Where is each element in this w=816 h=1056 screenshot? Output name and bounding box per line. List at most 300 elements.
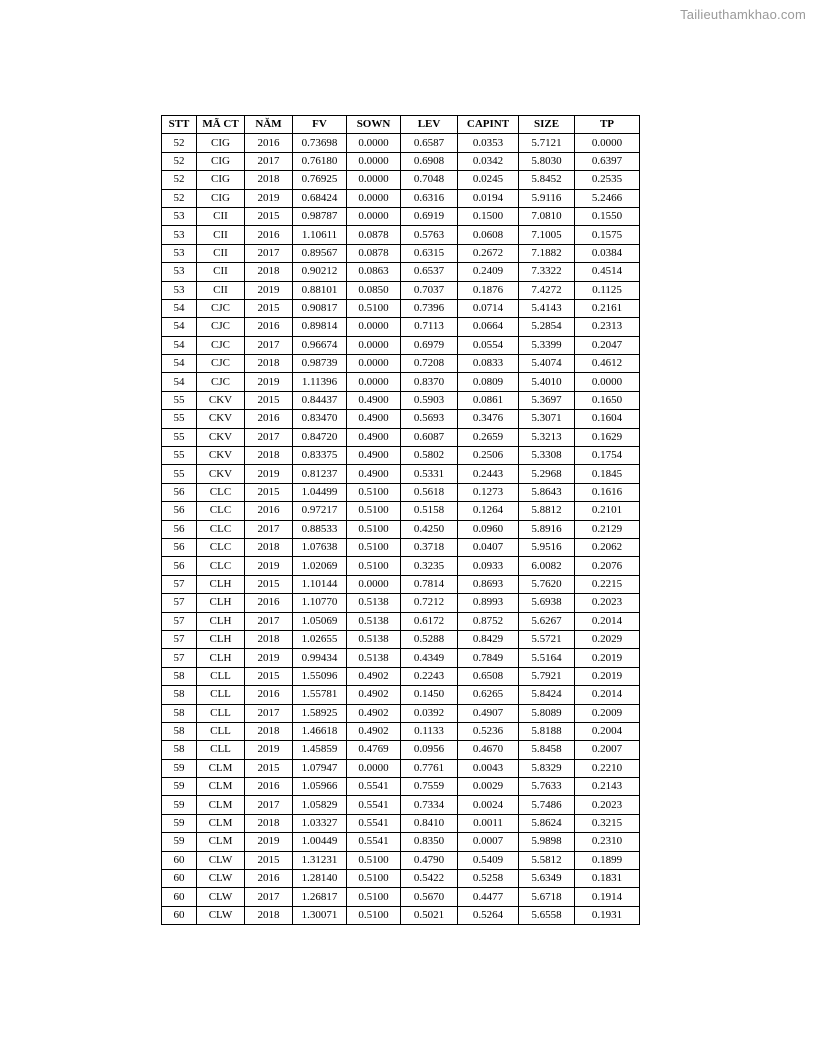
cell-sown: 0.5100 <box>347 870 401 888</box>
cell-size: 5.2854 <box>519 318 575 336</box>
cell-stt: 60 <box>162 906 197 924</box>
cell-ma-ct: CLC <box>197 557 245 575</box>
cell-capint: 0.5409 <box>458 851 519 869</box>
cell-capint: 0.0933 <box>458 557 519 575</box>
cell-capint: 0.0664 <box>458 318 519 336</box>
cell-lev: 0.2243 <box>401 667 458 685</box>
cell-ma-ct: CII <box>197 281 245 299</box>
cell-capint: 0.0714 <box>458 299 519 317</box>
header-tp: TP <box>575 116 640 134</box>
cell-sown: 0.4900 <box>347 465 401 483</box>
cell-ma-ct: CLM <box>197 778 245 796</box>
cell-ma-ct: CLM <box>197 796 245 814</box>
cell-stt: 54 <box>162 336 197 354</box>
cell-nam: 2018 <box>245 355 293 373</box>
watermark: Tailieuthamkhao.com <box>680 7 806 22</box>
table-row <box>162 428 640 446</box>
cell-tp: 0.1831 <box>575 870 640 888</box>
cell-lev: 0.5670 <box>401 888 458 906</box>
cell-sown: 0.4900 <box>347 447 401 465</box>
cell-tp: 0.2019 <box>575 667 640 685</box>
cell-tp: 0.2129 <box>575 520 640 538</box>
cell-ma-ct: CLW <box>197 888 245 906</box>
cell-ma-ct: CIG <box>197 134 245 152</box>
cell-sown: 0.4902 <box>347 667 401 685</box>
cell-sown: 0.0878 <box>347 226 401 244</box>
cell-tp: 0.2007 <box>575 741 640 759</box>
cell-tp: 0.1604 <box>575 410 640 428</box>
cell-fv: 1.45859 <box>293 741 347 759</box>
cell-lev: 0.4250 <box>401 520 458 538</box>
cell-ma-ct: CLC <box>197 520 245 538</box>
cell-capint: 0.1264 <box>458 502 519 520</box>
cell-ma-ct: CKV <box>197 447 245 465</box>
cell-capint: 0.0809 <box>458 373 519 391</box>
cell-size: 5.8458 <box>519 741 575 759</box>
cell-ma-ct: CLL <box>197 741 245 759</box>
cell-stt: 54 <box>162 299 197 317</box>
table-row <box>162 759 640 777</box>
cell-stt: 52 <box>162 152 197 170</box>
cell-nam: 2015 <box>245 667 293 685</box>
cell-stt: 55 <box>162 428 197 446</box>
cell-stt: 57 <box>162 612 197 630</box>
cell-stt: 57 <box>162 594 197 612</box>
table-row <box>162 870 640 888</box>
cell-nam: 2016 <box>245 870 293 888</box>
cell-fv: 0.89567 <box>293 244 347 262</box>
cell-capint: 0.8752 <box>458 612 519 630</box>
table-row <box>162 630 640 648</box>
cell-nam: 2018 <box>245 722 293 740</box>
cell-nam: 2017 <box>245 704 293 722</box>
cell-nam: 2017 <box>245 520 293 538</box>
cell-sown: 0.0000 <box>347 575 401 593</box>
cell-stt: 53 <box>162 281 197 299</box>
cell-sown: 0.0878 <box>347 244 401 262</box>
cell-nam: 2019 <box>245 741 293 759</box>
cell-ma-ct: CLM <box>197 814 245 832</box>
header-sown: SOWN <box>347 116 401 134</box>
cell-lev: 0.6979 <box>401 336 458 354</box>
cell-nam: 2019 <box>245 465 293 483</box>
cell-size: 5.8916 <box>519 520 575 538</box>
cell-sown: 0.0000 <box>347 373 401 391</box>
cell-tp: 0.4612 <box>575 355 640 373</box>
cell-tp: 0.1616 <box>575 483 640 501</box>
cell-nam: 2018 <box>245 630 293 648</box>
cell-lev: 0.4790 <box>401 851 458 869</box>
cell-ma-ct: CLW <box>197 906 245 924</box>
cell-capint: 0.4907 <box>458 704 519 722</box>
cell-sown: 0.5541 <box>347 796 401 814</box>
table-row <box>162 888 640 906</box>
table-row <box>162 557 640 575</box>
cell-size: 5.8030 <box>519 152 575 170</box>
cell-fv: 1.05069 <box>293 612 347 630</box>
cell-stt: 59 <box>162 778 197 796</box>
cell-tp: 0.2023 <box>575 594 640 612</box>
cell-size: 5.8452 <box>519 171 575 189</box>
cell-lev: 0.5331 <box>401 465 458 483</box>
table-row <box>162 483 640 501</box>
cell-lev: 0.6087 <box>401 428 458 446</box>
cell-ma-ct: CLH <box>197 612 245 630</box>
cell-tp: 0.2062 <box>575 538 640 556</box>
cell-tp: 0.2047 <box>575 336 640 354</box>
cell-tp: 0.1754 <box>575 447 640 465</box>
table-row <box>162 520 640 538</box>
cell-nam: 2016 <box>245 778 293 796</box>
cell-capint: 0.0024 <box>458 796 519 814</box>
cell-sown: 0.0000 <box>347 171 401 189</box>
cell-fv: 0.90817 <box>293 299 347 317</box>
cell-tp: 0.2101 <box>575 502 640 520</box>
cell-stt: 54 <box>162 318 197 336</box>
cell-ma-ct: CLL <box>197 686 245 704</box>
cell-nam: 2019 <box>245 833 293 851</box>
cell-fv: 0.73698 <box>293 134 347 152</box>
cell-size: 7.3322 <box>519 263 575 281</box>
cell-sown: 0.5541 <box>347 814 401 832</box>
table-row <box>162 851 640 869</box>
cell-capint: 0.6508 <box>458 667 519 685</box>
cell-nam: 2015 <box>245 299 293 317</box>
header-capint: CAPINT <box>458 116 519 134</box>
cell-stt: 56 <box>162 502 197 520</box>
cell-lev: 0.7212 <box>401 594 458 612</box>
table-row <box>162 741 640 759</box>
table-row <box>162 667 640 685</box>
cell-size: 5.5721 <box>519 630 575 648</box>
cell-tp: 0.2019 <box>575 649 640 667</box>
table-row <box>162 336 640 354</box>
table-row <box>162 410 640 428</box>
cell-capint: 0.0353 <box>458 134 519 152</box>
cell-tp: 0.3215 <box>575 814 640 832</box>
cell-ma-ct: CJC <box>197 336 245 354</box>
cell-lev: 0.6316 <box>401 189 458 207</box>
cell-sown: 0.4902 <box>347 704 401 722</box>
cell-nam: 2015 <box>245 483 293 501</box>
cell-nam: 2016 <box>245 134 293 152</box>
table-row <box>162 171 640 189</box>
cell-stt: 59 <box>162 759 197 777</box>
cell-lev: 0.6537 <box>401 263 458 281</box>
cell-sown: 0.5100 <box>347 851 401 869</box>
table-row <box>162 207 640 225</box>
cell-nam: 2018 <box>245 538 293 556</box>
cell-size: 5.4143 <box>519 299 575 317</box>
table-row <box>162 189 640 207</box>
cell-lev: 0.5693 <box>401 410 458 428</box>
cell-lev: 0.7037 <box>401 281 458 299</box>
cell-tp: 0.4514 <box>575 263 640 281</box>
cell-sown: 0.0000 <box>347 152 401 170</box>
cell-capint: 0.1876 <box>458 281 519 299</box>
cell-nam: 2017 <box>245 336 293 354</box>
cell-capint: 0.7849 <box>458 649 519 667</box>
cell-stt: 56 <box>162 483 197 501</box>
table-row <box>162 649 640 667</box>
cell-lev: 0.5021 <box>401 906 458 924</box>
cell-tp: 0.0000 <box>575 373 640 391</box>
cell-tp: 0.1125 <box>575 281 640 299</box>
cell-capint: 0.0554 <box>458 336 519 354</box>
cell-capint: 0.8993 <box>458 594 519 612</box>
table-row <box>162 594 640 612</box>
cell-ma-ct: CLH <box>197 575 245 593</box>
cell-nam: 2016 <box>245 502 293 520</box>
cell-stt: 57 <box>162 630 197 648</box>
cell-stt: 60 <box>162 870 197 888</box>
cell-nam: 2019 <box>245 189 293 207</box>
cell-capint: 0.2672 <box>458 244 519 262</box>
cell-tp: 0.1914 <box>575 888 640 906</box>
cell-stt: 55 <box>162 465 197 483</box>
cell-ma-ct: CLL <box>197 722 245 740</box>
cell-ma-ct: CII <box>197 263 245 281</box>
cell-ma-ct: CIG <box>197 171 245 189</box>
cell-nam: 2018 <box>245 447 293 465</box>
cell-lev: 0.6908 <box>401 152 458 170</box>
cell-ma-ct: CII <box>197 244 245 262</box>
cell-sown: 0.5100 <box>347 557 401 575</box>
cell-sown: 0.0000 <box>347 355 401 373</box>
cell-stt: 59 <box>162 814 197 832</box>
cell-stt: 58 <box>162 741 197 759</box>
cell-sown: 0.0000 <box>347 759 401 777</box>
cell-fv: 1.04499 <box>293 483 347 501</box>
cell-fv: 1.30071 <box>293 906 347 924</box>
cell-size: 5.9116 <box>519 189 575 207</box>
cell-ma-ct: CJC <box>197 373 245 391</box>
cell-size: 5.8624 <box>519 814 575 832</box>
cell-size: 5.4010 <box>519 373 575 391</box>
table-row <box>162 814 640 832</box>
cell-ma-ct: CLL <box>197 704 245 722</box>
cell-ma-ct: CLC <box>197 483 245 501</box>
cell-nam: 2019 <box>245 373 293 391</box>
cell-capint: 0.0043 <box>458 759 519 777</box>
cell-ma-ct: CJC <box>197 299 245 317</box>
cell-lev: 0.5763 <box>401 226 458 244</box>
cell-ma-ct: CLW <box>197 851 245 869</box>
cell-lev: 0.1133 <box>401 722 458 740</box>
cell-size: 7.0810 <box>519 207 575 225</box>
cell-size: 5.5812 <box>519 851 575 869</box>
cell-lev: 0.7761 <box>401 759 458 777</box>
cell-capint: 0.8429 <box>458 630 519 648</box>
cell-nam: 2017 <box>245 612 293 630</box>
cell-fv: 1.02655 <box>293 630 347 648</box>
cell-lev: 0.7396 <box>401 299 458 317</box>
cell-nam: 2018 <box>245 814 293 832</box>
cell-size: 5.8812 <box>519 502 575 520</box>
cell-capint: 0.0194 <box>458 189 519 207</box>
cell-capint: 0.1273 <box>458 483 519 501</box>
cell-tp: 0.2215 <box>575 575 640 593</box>
cell-tp: 5.2466 <box>575 189 640 207</box>
cell-stt: 53 <box>162 207 197 225</box>
cell-sown: 0.0000 <box>347 207 401 225</box>
cell-stt: 54 <box>162 355 197 373</box>
cell-lev: 0.5422 <box>401 870 458 888</box>
cell-tp: 0.2210 <box>575 759 640 777</box>
cell-ma-ct: CLM <box>197 759 245 777</box>
cell-tp: 0.2535 <box>575 171 640 189</box>
cell-lev: 0.6587 <box>401 134 458 152</box>
cell-sown: 0.0000 <box>347 134 401 152</box>
cell-capint: 0.0833 <box>458 355 519 373</box>
cell-stt: 57 <box>162 575 197 593</box>
cell-fv: 1.10611 <box>293 226 347 244</box>
cell-size: 7.1882 <box>519 244 575 262</box>
cell-sown: 0.5541 <box>347 778 401 796</box>
cell-fv: 0.97217 <box>293 502 347 520</box>
cell-tp: 0.2023 <box>575 796 640 814</box>
cell-fv: 1.11396 <box>293 373 347 391</box>
cell-ma-ct: CLM <box>197 833 245 851</box>
cell-capint: 0.2659 <box>458 428 519 446</box>
cell-fv: 0.96674 <box>293 336 347 354</box>
header-nam: NĂM <box>245 116 293 134</box>
cell-size: 5.3308 <box>519 447 575 465</box>
table-row <box>162 575 640 593</box>
cell-size: 6.0082 <box>519 557 575 575</box>
cell-nam: 2017 <box>245 428 293 446</box>
cell-lev: 0.7559 <box>401 778 458 796</box>
cell-stt: 55 <box>162 447 197 465</box>
table-row <box>162 833 640 851</box>
cell-size: 5.6267 <box>519 612 575 630</box>
cell-fv: 0.84437 <box>293 391 347 409</box>
table-row <box>162 355 640 373</box>
cell-fv: 1.05966 <box>293 778 347 796</box>
cell-tp: 0.1931 <box>575 906 640 924</box>
cell-stt: 52 <box>162 189 197 207</box>
cell-stt: 58 <box>162 667 197 685</box>
cell-capint: 0.2409 <box>458 263 519 281</box>
cell-fv: 1.58925 <box>293 704 347 722</box>
cell-tp: 0.1845 <box>575 465 640 483</box>
table-row <box>162 722 640 740</box>
header-lev: LEV <box>401 116 458 134</box>
header-stt: STT <box>162 116 197 134</box>
cell-stt: 56 <box>162 538 197 556</box>
cell-tp: 0.1629 <box>575 428 640 446</box>
cell-nam: 2015 <box>245 391 293 409</box>
table-row <box>162 244 640 262</box>
cell-size: 5.6938 <box>519 594 575 612</box>
cell-fv: 0.68424 <box>293 189 347 207</box>
table-row <box>162 778 640 796</box>
cell-tp: 0.2313 <box>575 318 640 336</box>
cell-stt: 52 <box>162 171 197 189</box>
cell-sown: 0.5100 <box>347 888 401 906</box>
cell-capint: 0.8693 <box>458 575 519 593</box>
cell-stt: 60 <box>162 888 197 906</box>
cell-ma-ct: CKV <box>197 428 245 446</box>
cell-capint: 0.5258 <box>458 870 519 888</box>
cell-sown: 0.0000 <box>347 318 401 336</box>
cell-lev: 0.3718 <box>401 538 458 556</box>
cell-fv: 0.88101 <box>293 281 347 299</box>
cell-size: 5.6718 <box>519 888 575 906</box>
cell-sown: 0.0000 <box>347 336 401 354</box>
cell-size: 7.4272 <box>519 281 575 299</box>
cell-size: 5.2968 <box>519 465 575 483</box>
cell-sown: 0.0850 <box>347 281 401 299</box>
cell-nam: 2018 <box>245 263 293 281</box>
cell-tp: 0.2029 <box>575 630 640 648</box>
cell-ma-ct: CIG <box>197 189 245 207</box>
cell-size: 5.7633 <box>519 778 575 796</box>
cell-sown: 0.0000 <box>347 189 401 207</box>
table-row <box>162 906 640 924</box>
cell-size: 5.8424 <box>519 686 575 704</box>
cell-lev: 0.5802 <box>401 447 458 465</box>
cell-size: 5.6558 <box>519 906 575 924</box>
cell-sown: 0.4900 <box>347 428 401 446</box>
cell-lev: 0.5618 <box>401 483 458 501</box>
cell-lev: 0.0956 <box>401 741 458 759</box>
table-row <box>162 152 640 170</box>
cell-size: 5.7121 <box>519 134 575 152</box>
cell-sown: 0.5138 <box>347 612 401 630</box>
cell-size: 5.9516 <box>519 538 575 556</box>
cell-size: 5.4074 <box>519 355 575 373</box>
cell-tp: 0.1899 <box>575 851 640 869</box>
table-row <box>162 612 640 630</box>
cell-lev: 0.5158 <box>401 502 458 520</box>
cell-tp: 0.0384 <box>575 244 640 262</box>
cell-nam: 2015 <box>245 759 293 777</box>
cell-sown: 0.4902 <box>347 722 401 740</box>
cell-sown: 0.5541 <box>347 833 401 851</box>
cell-tp: 0.6397 <box>575 152 640 170</box>
cell-fv: 1.07947 <box>293 759 347 777</box>
cell-capint: 0.0029 <box>458 778 519 796</box>
cell-sown: 0.4900 <box>347 391 401 409</box>
header-size: SIZE <box>519 116 575 134</box>
cell-capint: 0.2506 <box>458 447 519 465</box>
cell-size: 5.3399 <box>519 336 575 354</box>
table-row <box>162 299 640 317</box>
cell-fv: 1.05829 <box>293 796 347 814</box>
cell-lev: 0.6172 <box>401 612 458 630</box>
cell-tp: 0.2076 <box>575 557 640 575</box>
cell-stt: 53 <box>162 226 197 244</box>
cell-nam: 2019 <box>245 649 293 667</box>
table-header-row <box>162 116 640 134</box>
cell-lev: 0.5903 <box>401 391 458 409</box>
cell-capint: 0.2443 <box>458 465 519 483</box>
cell-nam: 2016 <box>245 318 293 336</box>
cell-fv: 0.90212 <box>293 263 347 281</box>
cell-tp: 0.2143 <box>575 778 640 796</box>
cell-capint: 0.3476 <box>458 410 519 428</box>
cell-capint: 0.0011 <box>458 814 519 832</box>
cell-ma-ct: CKV <box>197 465 245 483</box>
cell-ma-ct: CKV <box>197 391 245 409</box>
cell-fv: 1.26817 <box>293 888 347 906</box>
cell-sown: 0.4769 <box>347 741 401 759</box>
cell-capint: 0.0861 <box>458 391 519 409</box>
cell-capint: 0.0342 <box>458 152 519 170</box>
cell-stt: 59 <box>162 796 197 814</box>
cell-lev: 0.8410 <box>401 814 458 832</box>
